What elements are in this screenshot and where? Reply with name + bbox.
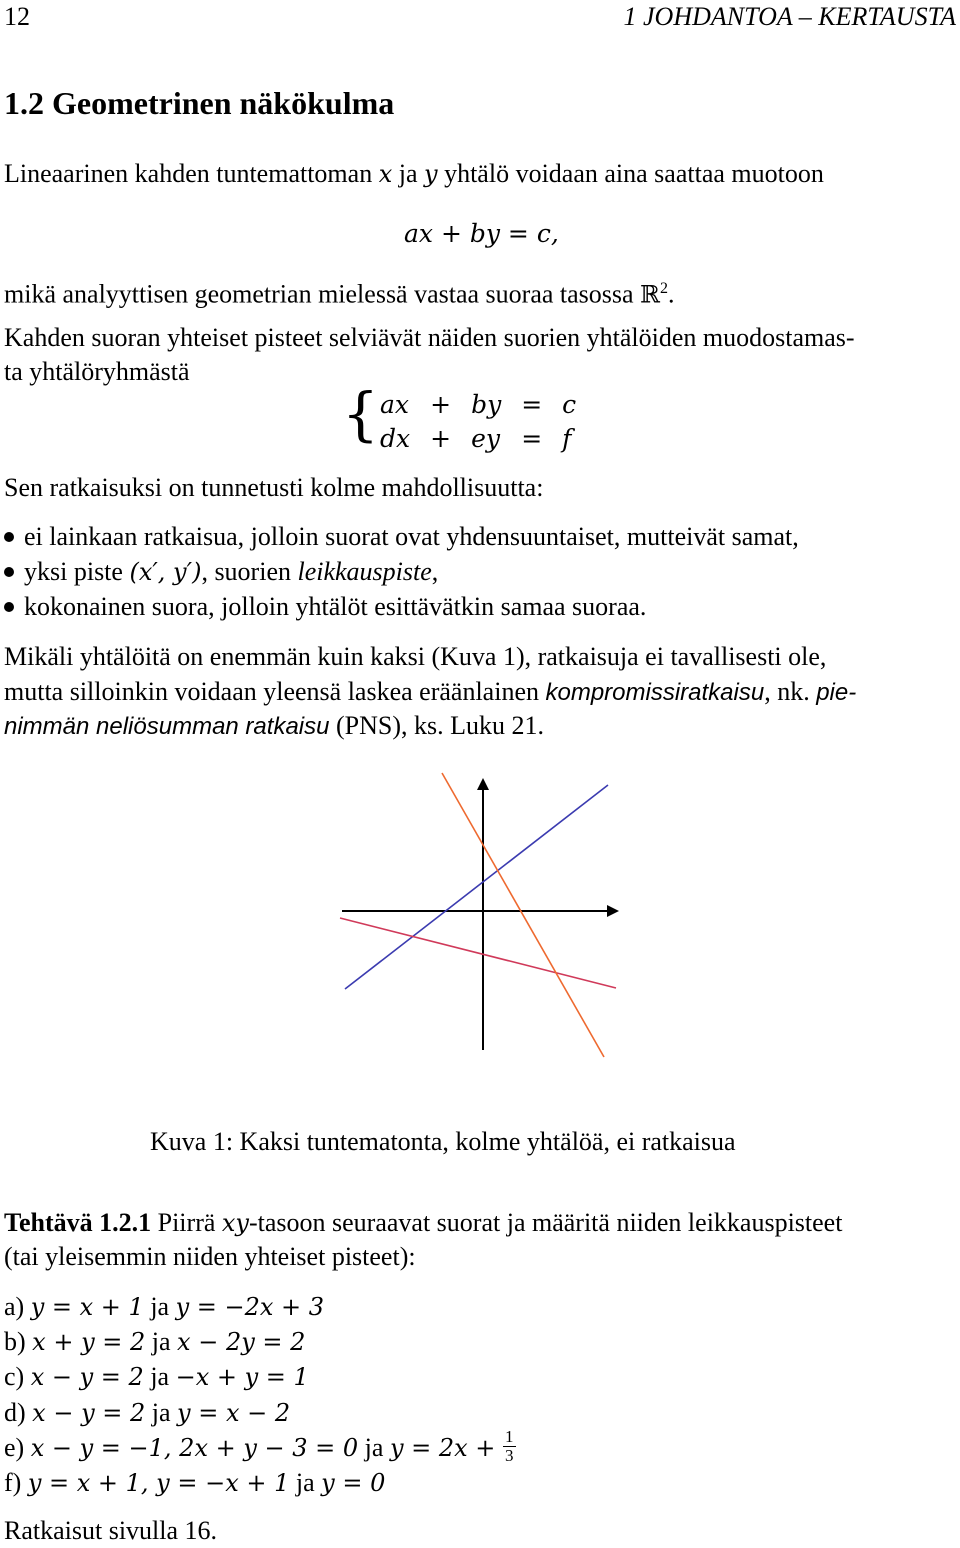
- item-equation: x − y = −1, 2x + y − 3 = 0: [30, 1434, 359, 1462]
- answers-reference: Ratkaisut sivulla 16.: [4, 1516, 218, 1545]
- paragraph-line: Mikäli yhtälöitä on enemmän kuin kaksi (Kuva 1), ratkaisuja ei tavallisesti ole,: [4, 642, 827, 671]
- paragraph-line: ta yhtälöryhmästä: [4, 357, 190, 386]
- math-xy: xy: [221, 1209, 249, 1237]
- term-kompromissiratkaisu: kompromissiratkaisu: [545, 679, 765, 706]
- system-term: dx: [380, 424, 411, 453]
- item-label: b): [4, 1327, 33, 1356]
- geometry-sentence: [4, 272, 675, 312]
- list-item: [4, 520, 799, 554]
- line-red: [340, 918, 616, 988]
- display-equation: ax + by = c,: [404, 219, 559, 248]
- chapter-running-head: 1 JOHDANTOA – KERTAUSTA: [623, 2, 956, 31]
- math-x: x: [378, 160, 393, 188]
- system-term: by: [471, 390, 502, 419]
- real-plane-symbol: ℝ: [640, 280, 661, 309]
- term-pns: nimmän neliösumman ratkaisu: [4, 713, 330, 740]
- item-equation: x + y = 2: [32, 1328, 146, 1356]
- figure-three-lines: [330, 770, 630, 1060]
- item-equation: y = 2x +: [389, 1434, 504, 1462]
- exercise-item: [4, 1360, 309, 1394]
- paragraph-text: mutta silloinkin voidaan yleensä laskea eräänlainen: [4, 677, 546, 706]
- exercise-item: [4, 1325, 305, 1359]
- intro-text: mikä analyyttisen geometrian mielessä vastaa suoraa tasossa: [4, 279, 641, 309]
- list-item-text: ,: [431, 557, 439, 586]
- system-operator: +: [430, 424, 452, 453]
- paragraph-text: , nk.: [764, 677, 817, 706]
- exercise-text: Piirrä: [151, 1208, 222, 1237]
- system-row: [372, 422, 584, 456]
- item-equation: y = x + 1: [30, 1293, 144, 1321]
- list-item-text: yksi piste: [24, 557, 130, 586]
- item-label: f): [4, 1468, 28, 1497]
- item-label: c): [4, 1362, 31, 1391]
- fraction-numerator: 1: [505, 1426, 514, 1446]
- paragraph-line: Kahden suoran yhteiset pisteet selviävät näiden suorien yhtälöiden muodostamas-: [4, 323, 855, 352]
- item-equation: x − 2y = 2: [177, 1328, 306, 1356]
- system-row: [372, 388, 584, 422]
- paragraph-text: (PNS), ks. Luku 21.: [329, 711, 544, 740]
- math-point: (x′, y′): [129, 558, 202, 586]
- item-equation: y = −2x + 3: [175, 1293, 325, 1321]
- list-item: [4, 590, 646, 624]
- item-conj: ja: [289, 1468, 322, 1497]
- fraction-one-third: [503, 1428, 516, 1465]
- section-title: 1.2 Geometrinen näkökulma: [4, 85, 395, 121]
- item-label: d): [4, 1398, 33, 1427]
- term-leikkauspiste: leikkauspiste: [297, 557, 432, 586]
- figure-caption: Kuva 1: Kaksi tuntematonta, kolme yhtälöä, ei ratkaisua: [150, 1127, 736, 1156]
- exercise-intro: [4, 1206, 842, 1240]
- item-conj: ja: [358, 1433, 390, 1462]
- intro-paragraph: [4, 157, 824, 191]
- paragraph-line: [4, 709, 544, 744]
- intro-text: .: [668, 279, 675, 309]
- item-equation: y = 0: [321, 1469, 386, 1497]
- system-term: c: [562, 390, 577, 419]
- exercise-text-line: (tai yleisemmin niiden yhteiset pisteet):: [4, 1242, 416, 1271]
- item-equation: x − y = 2: [30, 1363, 144, 1391]
- system-operator: =: [521, 424, 543, 453]
- item-equation: y = x + 1, y = −x + 1: [27, 1469, 290, 1497]
- system-term: ax: [380, 390, 410, 419]
- system-term: f: [562, 424, 572, 453]
- exercise-item: [4, 1396, 290, 1430]
- list-item: [4, 555, 438, 589]
- possibilities-lead: Sen ratkaisuksi on tunnetusti kolme mahdollisuutta:: [4, 473, 544, 502]
- exercise-item: [4, 1426, 516, 1469]
- fraction-denominator: 3: [505, 1445, 514, 1465]
- bullet-icon: [4, 532, 14, 542]
- math-y: y: [424, 160, 438, 188]
- term-pns: pie-: [816, 679, 857, 706]
- bullet-icon: [4, 602, 14, 612]
- list-item-text: , suorien: [201, 557, 298, 586]
- list-item-text: kokonainen suora, jolloin yhtälöt esittävätkin samaa suoraa.: [24, 592, 647, 621]
- exponent: 2: [660, 280, 669, 297]
- intro-text: yhtälö voidaan aina saattaa muotoon: [437, 159, 824, 188]
- exercise-text: -tasoon seuraavat suorat ja määritä niiden leikkauspisteet: [248, 1208, 843, 1237]
- line-orange: [442, 773, 604, 1057]
- item-label: e): [4, 1433, 31, 1462]
- line-blue: [345, 785, 608, 989]
- item-equation: y = x − 2: [177, 1399, 291, 1427]
- intro-text: Lineaarinen kahden tuntemattoman: [4, 159, 379, 188]
- item-conj: ja: [143, 1292, 176, 1321]
- system-term: ey: [471, 424, 500, 453]
- system-brace: {: [342, 380, 379, 448]
- item-conj: ja: [143, 1362, 176, 1391]
- item-conj: ja: [145, 1398, 178, 1427]
- system-operator: +: [430, 390, 452, 419]
- exercise-label: Tehtävä 1.2.1: [4, 1208, 152, 1237]
- item-equation: x − y = 2: [32, 1399, 146, 1427]
- paragraph-line: [4, 675, 856, 710]
- exercise-item: [4, 1466, 385, 1500]
- exercise-item: [4, 1290, 324, 1324]
- page-number: 12: [4, 2, 30, 31]
- system-operator: =: [521, 390, 543, 419]
- item-equation: −x + y = 1: [175, 1363, 309, 1391]
- item-label: a): [4, 1292, 31, 1321]
- bullet-icon: [4, 567, 14, 577]
- equation-system: [372, 388, 584, 456]
- intro-text: ja: [392, 159, 425, 188]
- list-item-text: ei lainkaan ratkaisua, jolloin suorat ovat yhdensuuntaiset, mutteivät samat,: [24, 522, 799, 551]
- item-conj: ja: [145, 1327, 178, 1356]
